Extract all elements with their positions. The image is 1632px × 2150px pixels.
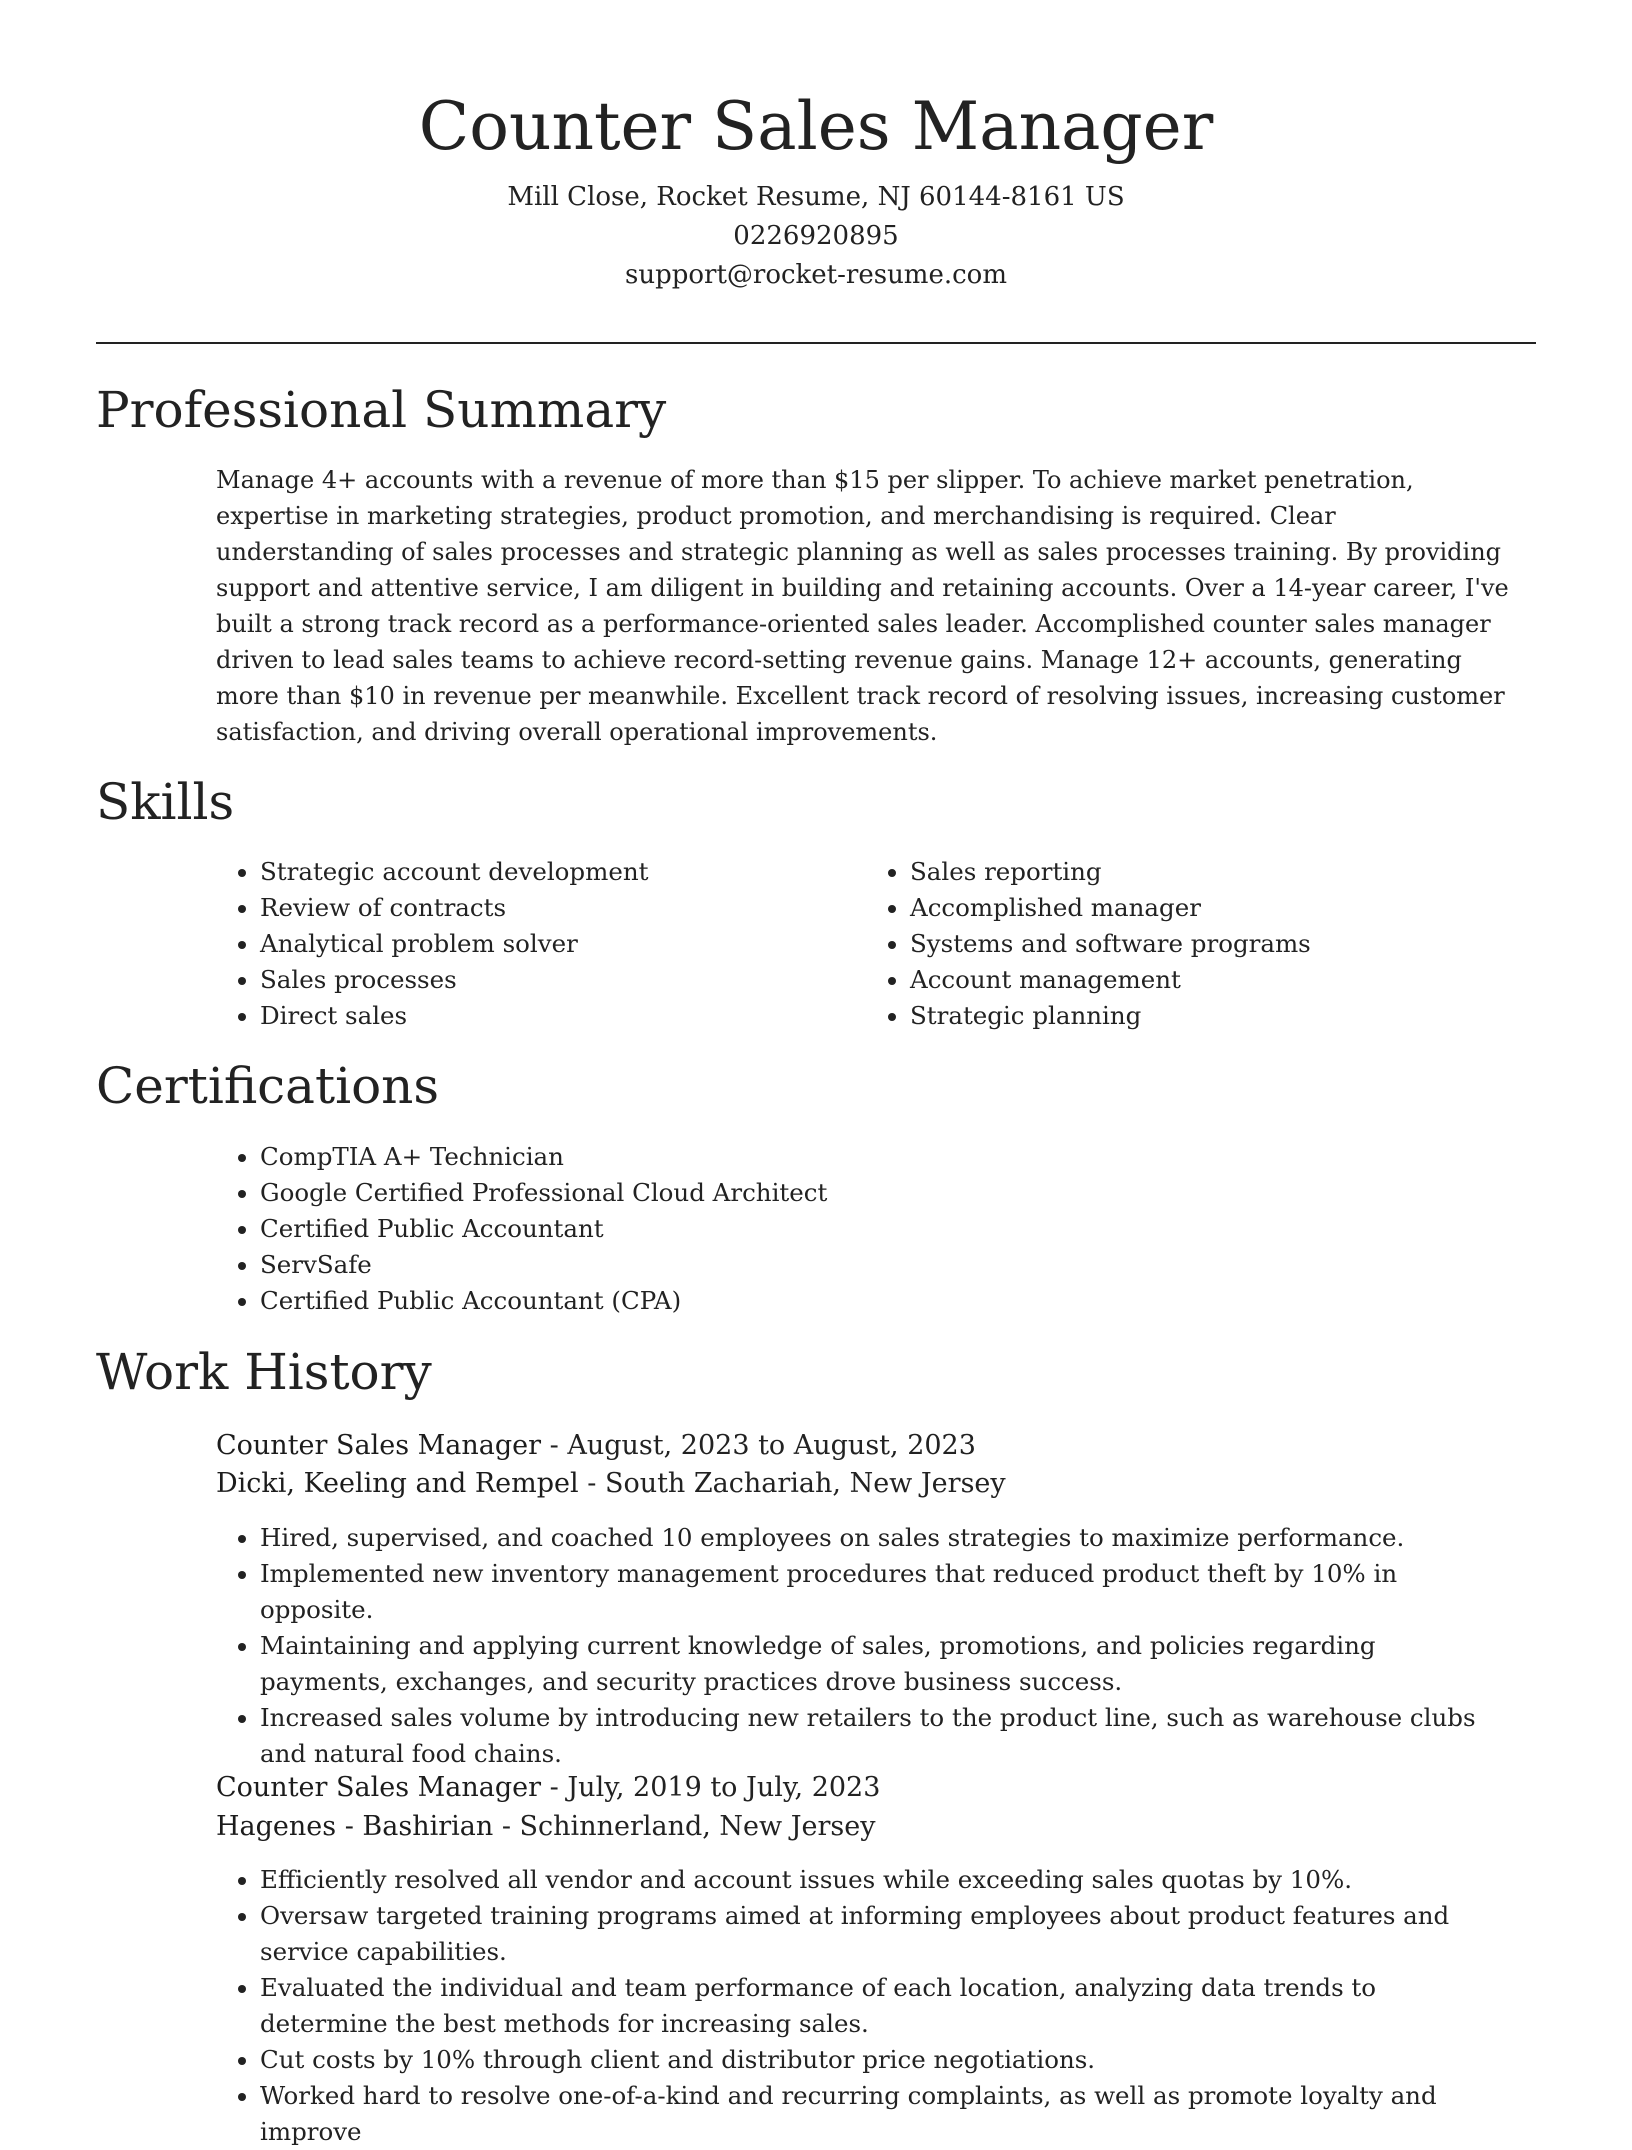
skill-item: • Review of contracts <box>260 890 836 926</box>
certification-item: • Certified Public Accountant (CPA) <box>260 1283 827 1319</box>
job-2-title-line <box>216 1768 880 1807</box>
job-1-title: Counter Sales Manager <box>216 1430 542 1461</box>
skills-list-right <box>866 854 1506 1034</box>
job-2-bullet: • Efficiently resolved all vendor and account issues while exceeding sales quotas by 10%. <box>260 1862 1506 1898</box>
contact-address: Mill Close, Rocket Resume, NJ 60144-8161 US <box>507 182 1125 212</box>
section-title-skills: Skills <box>96 773 235 831</box>
job-2-company-line <box>216 1807 876 1846</box>
section-title-certifications: Certifications <box>96 1057 440 1115</box>
section-title-work-history: Work History <box>96 1343 432 1401</box>
job-1-bullets <box>216 1520 1506 1772</box>
certification-item: • CompTIA A+ Technician <box>260 1139 827 1175</box>
job-1-bullet: • Increased sales volume by introducing new retailers to the product line, such as warehouse clubs and natural food chains. <box>260 1700 1506 1772</box>
skills-right-column <box>866 854 1506 1034</box>
skill-item: • Accomplished manager <box>910 890 1506 926</box>
job-2-title: Counter Sales Manager <box>216 1772 542 1803</box>
job-2-company: Hagenes - Bashirian <box>216 1811 494 1842</box>
skill-item: • Sales processes <box>260 962 836 998</box>
job-2-bullet-list <box>216 1862 1506 2150</box>
contact-phone: 0226920895 <box>733 221 899 251</box>
job-1-company-line <box>216 1464 1006 1503</box>
resume-header <box>96 84 1536 295</box>
job-1-bullet: • Implemented new inventory management procedures that reduced product theft by 10% in opposite. <box>260 1556 1506 1628</box>
job-2-bullets <box>216 1862 1506 2150</box>
job-2-location: - Schinnerland, New Jersey <box>493 1811 876 1842</box>
job-1-bullet-list <box>216 1520 1506 1772</box>
contact-block <box>96 178 1536 295</box>
job-2-dates: - July, 2019 to July, 2023 <box>541 1772 881 1803</box>
certification-item: • ServSafe <box>260 1247 827 1283</box>
skill-item: • Systems and software programs <box>910 926 1506 962</box>
skills-left-column <box>216 854 836 1034</box>
certifications-list <box>216 1139 827 1319</box>
skill-item: • Direct sales <box>260 998 836 1034</box>
skill-item: • Analytical problem solver <box>260 926 836 962</box>
skills-list-left <box>216 854 836 1034</box>
candidate-name: Counter Sales Manager <box>418 88 1214 165</box>
certification-item: • Google Certified Professional Cloud Architect <box>260 1175 827 1211</box>
job-2-bullet: • Cut costs by 10% through client and distributor price negotiations. <box>260 2042 1506 2078</box>
job-1-bullet: • Maintaining and applying current knowledge of sales, promotions, and policies regarding payments, exchanges, and security practices drove business success. <box>260 1628 1506 1700</box>
summary-text: Manage 4+ accounts with a revenue of more than $15 per slipper. To achieve market penetration, expertise in marketing strategies, product promotion, and merchandising is required. Clear understanding of sales processes and strategic planning as well as sales processes training. By providing support and attentive service, I am diligent in building and retaining accounts. Over a 14-year career, I've built a strong track record as a performance-oriented sales leader. Accomplished counter sales manager driven to lead sales teams to achieve record-setting revenue gains. Manage 12+ accounts, generating more than $10 in revenue per meanwhile. Excellent track record of resolving issues, increasing customer satisfaction, and driving overall operational improvements. <box>216 466 1509 746</box>
job-1-company: Dicki, Keeling and Rempel <box>216 1468 579 1499</box>
job-1-location: - South Zachariah, New Jersey <box>578 1468 1006 1499</box>
section-title-summary: Professional Summary <box>96 381 667 439</box>
job-2-bullet: • Evaluated the individual and team performance of each location, analyzing data trends to determine the best methods for increasing sales. <box>260 1970 1506 2042</box>
certification-item: • Certified Public Accountant <box>260 1211 827 1247</box>
skill-item: • Account management <box>910 962 1506 998</box>
job-2-bullet: • Oversaw targeted training programs aimed at informing employees about product features and service capabilities. <box>260 1898 1506 1970</box>
contact-email: support@rocket-resume.com <box>624 260 1007 290</box>
job-1-bullet: • Hired, supervised, and coached 10 employees on sales strategies to maximize performance. <box>260 1520 1506 1556</box>
skill-item: • Strategic planning <box>910 998 1506 1034</box>
skill-item: • Sales reporting <box>910 854 1506 890</box>
job-1-dates: - August, 2023 to August, 2023 <box>541 1430 976 1461</box>
job-2-bullet: • Worked hard to resolve one-of-a-kind and recurring complaints, as well as promote loyalty and improve <box>260 2078 1506 2150</box>
header-divider <box>96 342 1536 344</box>
job-1-title-line <box>216 1426 976 1465</box>
certifications-block <box>216 1139 827 1319</box>
skill-item: • Strategic account development <box>260 854 836 890</box>
